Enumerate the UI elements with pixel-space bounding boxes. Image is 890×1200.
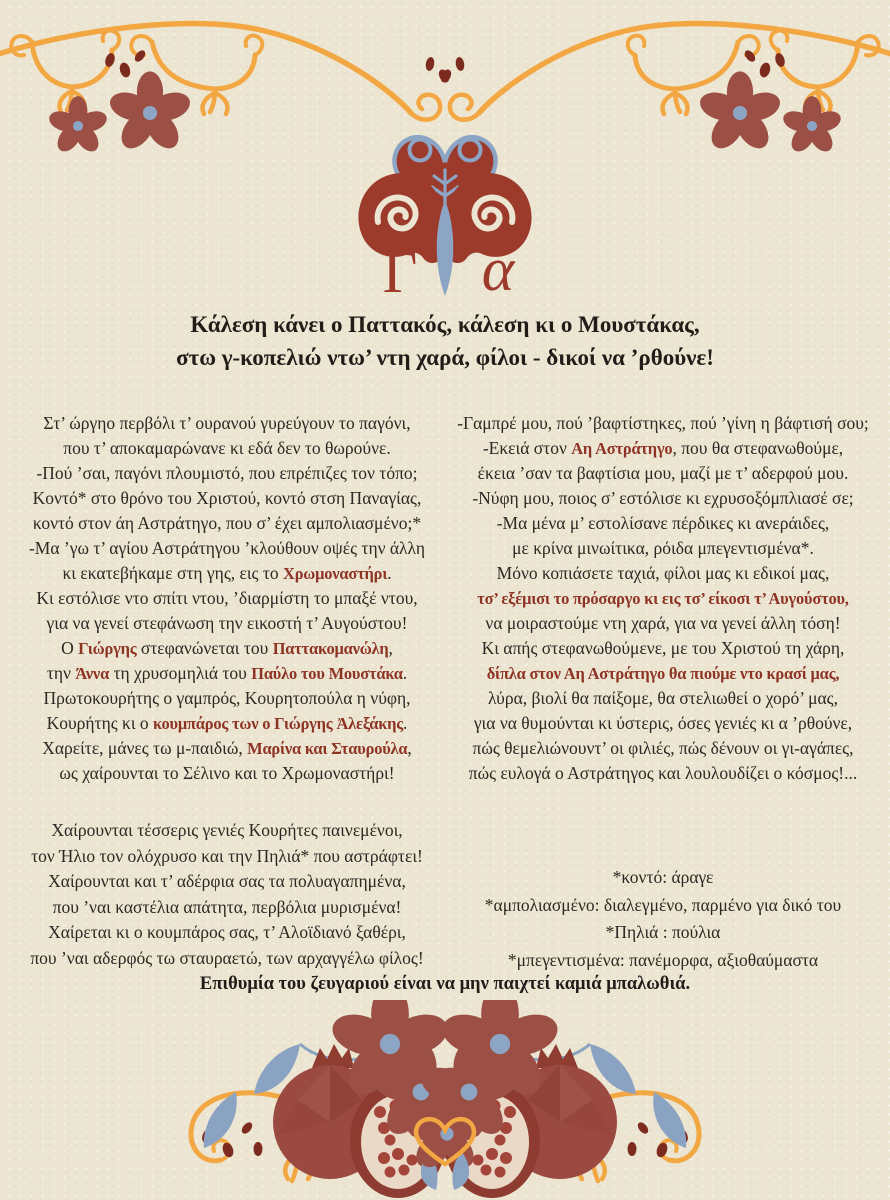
title-line-2: στω γ-κοπελιώ ντω’ ντη χαρά, φίλοι - δικοί να ’ρθούνε!: [176, 345, 714, 370]
poem-line: *αμπολιασμένο: διαλεγμένο, παρμένο για δικό του: [484, 894, 842, 915]
poem-line: για να γενεί στεφάνωση την εικοστή τ’ Αυγούστου!: [46, 613, 408, 633]
poem-line: Χαίρεται κι ο κουμπάρος σας, τ’ Αλοϊδιανό ξαθέρι,: [48, 922, 406, 943]
poem-line: να μοιραστούμε ντη χαρά, για να γενεί άλλη τόση!: [485, 613, 841, 633]
logo-letter-gamma: Γ: [382, 239, 418, 298]
poem-line: Χαίρουνται και τ’ αδέρφια σας τα πολυαγαπημένα,: [48, 871, 406, 892]
poem-line: -Εκειά στον Αη Αστράτηγο, που θα στεφανωθούμε,: [482, 438, 844, 458]
poem-line: τσ’ εξέμισι το πρόσαργο κι εις τσ’ είκοσι τ’ Αυγούστου,: [477, 589, 849, 608]
poem-line: Ο Γιώργης στεφανώνεται του Παττακομανώλη,: [61, 638, 393, 658]
closing-note: Επιθυμία του ζευγαριού είναι να μην παιχτεί καμιά μπαλωθιά.: [199, 974, 691, 994]
poem-line: Μόνο κοπιάσετε ταχιά, φίλοι μας κι εδικοί μας,: [496, 563, 830, 583]
poem-line: *Πηλιά : πούλια: [605, 922, 721, 943]
poem-line: -Νύφη μου, ποιος σ’ εστόλισε κι εχρυσοξόμπλιασέ σε;: [472, 488, 854, 508]
poem-line: Στ’ ώργηο περβόλι τ’ ουρανού γυρεύγουν το παγόνι,: [43, 413, 411, 433]
invitation-title: [0, 308, 890, 374]
poem-line: -Πού ’σαι, παγόνι πλουμιστό, που επρέπιζες τον τόπο;: [36, 463, 418, 483]
poem-line: -Μα μένα μ’ εστολίσανε πέρδικες κι ανεράιδες,: [496, 513, 830, 533]
title-line-1: Κάλεση κάνει ο Παττακός, κάλεση κι ο Μουστάκας,: [190, 312, 700, 337]
poem-line: -Μα ’γω τ’ αγίου Αστράτηγου ’κλούθουν οψές την άλλη: [28, 538, 426, 558]
poem-line: κι εκατεβήκαμε στη γης, εις το Χρωμοναστήρι.: [62, 563, 392, 583]
logo-letter-alpha: α: [481, 236, 515, 298]
poem-line: λύρα, βιολί θα παίξομε, θα στελιωθεί ο χορό’ μας,: [488, 688, 838, 708]
footnotes-block: [445, 864, 881, 974]
poem-line: τον Ήλιο τον ολόχρυσο και την Πηλιά* που αστράφτει!: [31, 845, 423, 866]
poem-line: *μπεγεντισμένα: πανέμορφα, αξιοθαύμαστα: [507, 949, 819, 970]
poem-line: για να θυμούνται κι ύστερις, όσες γενιές κι α ’ρθούνε,: [473, 713, 853, 733]
poem-line: Χαίρουνται τέσσερις γενιές Κουρήτες παινεμένοι,: [51, 820, 403, 840]
poem-line: -Γαμπρέ μου, πού ’βαφτίστηκες, πού ’γίνη η βάφτισή σου;: [457, 413, 869, 433]
poem-line: κοντό στον άη Αστράτηγο, που σ’ έχει αμπολιασμένο;*: [32, 513, 422, 533]
poem-line: *κοντό: άραγε: [612, 867, 714, 887]
poem-line: την Άννα τη χρυσομηλιά του Παύλο του Μουστάκα.: [46, 663, 408, 683]
poem-line: πώς θεμελιώνουντ’ οι φιλιές, πώς δένουν οι γι-αγάπες,: [472, 738, 854, 758]
poem-line: Κουρήτης κι ο κουμπάρος των ο Γιώργης Ἀλεξάκης.: [46, 713, 408, 733]
poem-line: Κοντό* στο θρόνο του Χριστού, κοντό στση Παναγίας,: [32, 488, 422, 508]
poem-column-left: [9, 411, 445, 786]
poem-column-right: [445, 411, 881, 786]
family-greeting-block: [9, 818, 445, 972]
poem-line: δίπλα στον Αη Αστράτηγο θα πιούμε ντο κρασί μας,: [486, 664, 840, 683]
poem-line: που τ’ αποκαμαρώνανε κι εδά δεν το θωρούνε.: [63, 438, 391, 458]
poem-line: έκεια ’σαν τα βαφτίσια μου, μαζί με τ’ αδερφού μου.: [477, 463, 849, 483]
poem-line: ως χαίρουνται το Σέλινο και το Χρωμοναστήρι!: [59, 763, 395, 783]
monogram-logo: [330, 112, 560, 298]
poem-line: Πρωτοκουρήτης ο γαμπρός, Κουρητοπούλα η νύφη,: [43, 688, 411, 708]
bottom-pomegranate-decoration: [0, 1000, 890, 1200]
poem-line: Χαρείτε, μάνες τω μ-παιδιώ, Μαρίνα και Σταυρούλα,: [42, 738, 412, 758]
poem-line: που ’ναι αδερφός τω σταυραετώ, των αρχαγγέλω φίλος!: [30, 947, 424, 968]
poem-line: που ’ναι καστέλια απάτητα, περβόλια μυρισμένα!: [52, 896, 402, 917]
poem-line: Κι εστόλισε ντο σπίτι ντου, ’διαρμίστη το μπαξέ ντου,: [36, 588, 418, 608]
poem-line: πώς ευλογά ο Αστράτηγος και λουλουδίζει ο κόσμος!...: [468, 763, 858, 783]
poem-line: με κρίνα μινωίτικα, ρόιδα μπεγεντισμένα*.: [512, 538, 814, 558]
poem-line: Κι απής στεφανωθούμενε, με του Χριστού τη χάρη,: [481, 638, 845, 658]
